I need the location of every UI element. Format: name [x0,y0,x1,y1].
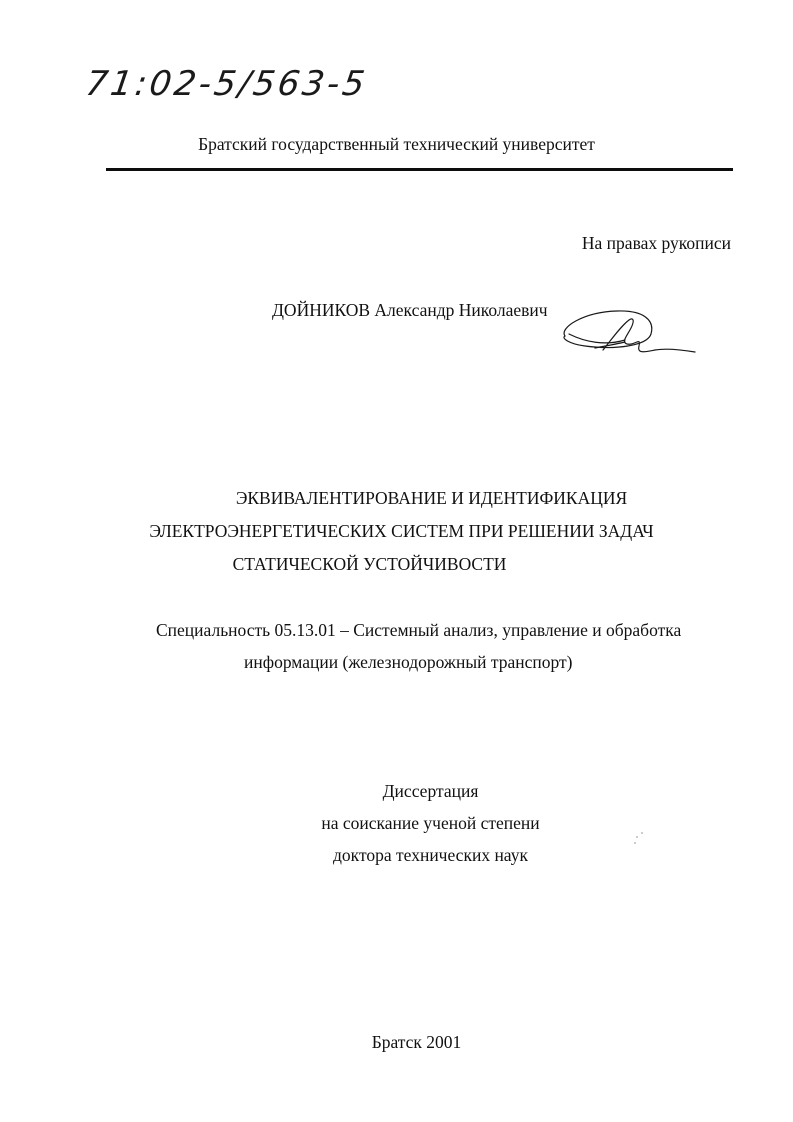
degree-line-2: на соискание ученой степени [321,813,540,833]
scan-artifact [636,836,638,838]
author-name: ДОЙНИКОВ Александр Николаевич [272,300,548,320]
signature-icon [555,306,700,358]
university-name: Братский государственный технический университет [198,134,595,154]
specialty-line-2: информации (железнодорожный транспорт) [244,652,573,672]
scan-artifact [641,832,643,834]
degree-line-3: доктора технических наук [333,845,528,865]
degree-line-1: Диссертация [382,781,479,801]
thesis-title-line-1: ЭКВИВАЛЕНТИРОВАНИЕ И ИДЕНТИФИКАЦИЯ [235,488,628,508]
specialty-line-1: Специальность 05.13.01 – Системный анализ, управление и обработка [156,620,682,640]
rights-note: На правах рукописи [581,233,731,253]
scan-artifact [634,842,636,844]
thesis-title-line-2: ЭЛЕКТРОЭНЕРГЕТИЧЕСКИХ СИСТЕМ ПРИ РЕШЕНИИ ЗАДАЧ [149,521,654,541]
place-and-year: Братск 2001 [371,1032,462,1052]
header-divider [106,168,733,171]
thesis-title-line-3: СТАТИЧЕСКОЙ УСТОЙЧИВОСТИ [232,554,507,574]
handwritten-archive-code: 71:02-5/563-5 [83,64,370,104]
